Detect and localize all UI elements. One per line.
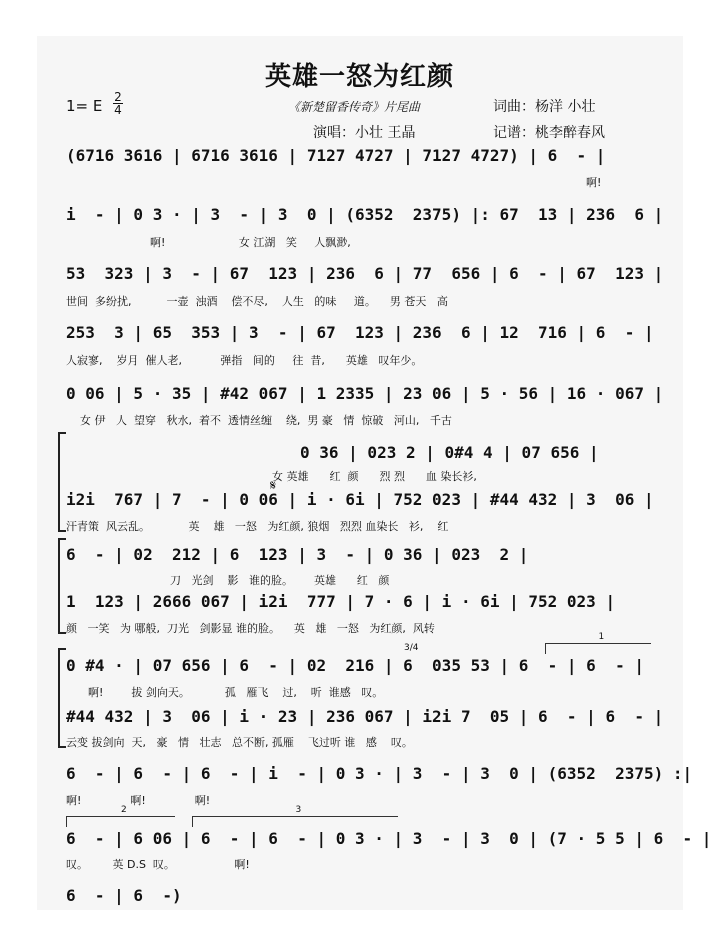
meter-change: 3/4 <box>404 643 419 653</box>
volta-bracket-1: 1 <box>545 643 651 654</box>
score-row-5-lyrics: 女 伊 人 望穿 秋水, 着不 透情丝缠 绕, 男 豪 情 惊破 河山, 千古 <box>80 414 452 427</box>
time-bottom: 4 <box>114 103 122 117</box>
score-row-8a-lyrics: 啊! 拔 剑向天。 孤 雁飞 过, 听 谁感 叹。 <box>88 686 384 699</box>
segno-mark: 𝄋 <box>270 478 277 494</box>
score-row-10-notes: 6 - | 6 06 | 6 - | 6 - | 0 3 · | 3 - | 3 0 | (7 · 5 5 | 6 - | <box>66 829 712 848</box>
volta-bracket-2: 2 <box>66 816 175 827</box>
volta-bracket-3: 3 <box>192 816 398 827</box>
key-signature: 1= E <box>66 97 103 115</box>
score-row-8b-notes: #44 432 | 3 06 | i · 23 | 236 067 | i2i 7 05 | 6 - | 6 - | <box>66 707 664 726</box>
score-row-7b-lyrics: 颜 一笑 为 哪般, 刀光 剑影显 谁的脸。 英 雄 一怒 为红颜, 风转 <box>66 622 435 635</box>
subtitle: 《新楚留香传奇》片尾曲 <box>288 100 421 114</box>
credits-transcriber: 记谱：桃李醉春风 <box>493 125 605 141</box>
score-row-5-notes: 0 06 | 5 · 35 | #42 067 | 1 2335 | 23 06 | 5 · 56 | 16 · 067 | <box>66 384 664 403</box>
score-row-6b-notes: i2i 767 | 7 - | 0 06 | i · 6i | 752 023 | #44 432 | 3 06 | <box>66 490 654 509</box>
score-row-4-notes: 253 3 | 65 353 | 3 - | 67 123 | 236 6 | 12 716 | 6 - | <box>66 323 654 342</box>
score-row-7a-lyrics: 刀 光剑 影 谁的脸。 英雄 红 颜 <box>170 574 390 587</box>
credits-composer: 词曲：杨洋 小壮 <box>493 99 596 115</box>
score-row-6a-lyrics: 女 英雄 红 颜 烈 烈 血 染长衫, <box>272 470 477 483</box>
score-row-10-lyrics: 叹。 英 D.S 叹。 啊! <box>66 858 250 871</box>
score-row-3-notes: 53 323 | 3 - | 67 123 | 236 6 | 77 656 | 6 - | 67 123 | <box>66 264 664 283</box>
score-row-8b-lyrics: 云变 拔剑向 天, 豪 情 壮志 总不断, 孤雁 飞过听 谁 感 叹。 <box>66 736 413 749</box>
score-row-7b-notes: 1 123 | 2666 067 | i2i 777 | 7 · 6 | i · 6i | 752 023 | <box>66 592 616 611</box>
credits-singer: 演唱：小壮 王晶 <box>313 125 416 141</box>
score-row-2-notes: i - | 0 3 · | 3 - | 3 0 | (6352 2375) |: 67 13 | 236 6 | <box>66 205 664 224</box>
score-row-8a-notes: 0 #4 · | 07 656 | 6 - | 02 216 | 6 035 53 | 6 - | 6 - | <box>66 656 644 675</box>
score-row-3-lyrics: 世间 多纷扰, 一壶 浊酒 偿不尽, 人生 的味 道。 男 苍天 高 <box>66 295 448 308</box>
score-row-1-notes: (6716 3616 | 6716 3616 | 7127 4727 | 7127 4727) | 6 - | <box>66 146 606 165</box>
score-row-11-notes: 6 - | 6 -) <box>66 886 182 905</box>
system-brace <box>58 432 66 532</box>
score-row-4-lyrics: 人寂寥, 岁月 催人老, 弹指 间的 往 昔, 英雄 叹年少。 <box>66 354 423 367</box>
score-row-1-lyrics: 啊! <box>586 176 602 189</box>
score-row-9-lyrics: 啊! 啊! 啊! <box>66 794 211 807</box>
score-row-2-lyrics: 啊! 女 江湖 笑 人飘渺, <box>150 236 351 249</box>
score-row-6b-lyrics: 汗青策 风云乱。 英 雄 一怒 为红颜, 狼烟 烈烈 血染长 衫, 红 <box>66 520 449 533</box>
time-top: 2 <box>114 90 122 104</box>
system-brace <box>58 538 66 634</box>
time-signature <box>113 91 123 116</box>
song-title: 英雄一怒为红颜 <box>264 62 454 92</box>
score-row-9-notes: 6 - | 6 - | 6 - | i - | 0 3 · | 3 - | 3 0 | (6352 2375) :| <box>66 764 693 783</box>
score-row-7a-notes: 6 - | 02 212 | 6 123 | 3 - | 0 36 | 023 2 | <box>66 545 529 564</box>
system-brace <box>58 648 66 748</box>
score-row-6a-notes: 0 36 | 023 2 | 0#4 4 | 07 656 | <box>300 443 599 462</box>
